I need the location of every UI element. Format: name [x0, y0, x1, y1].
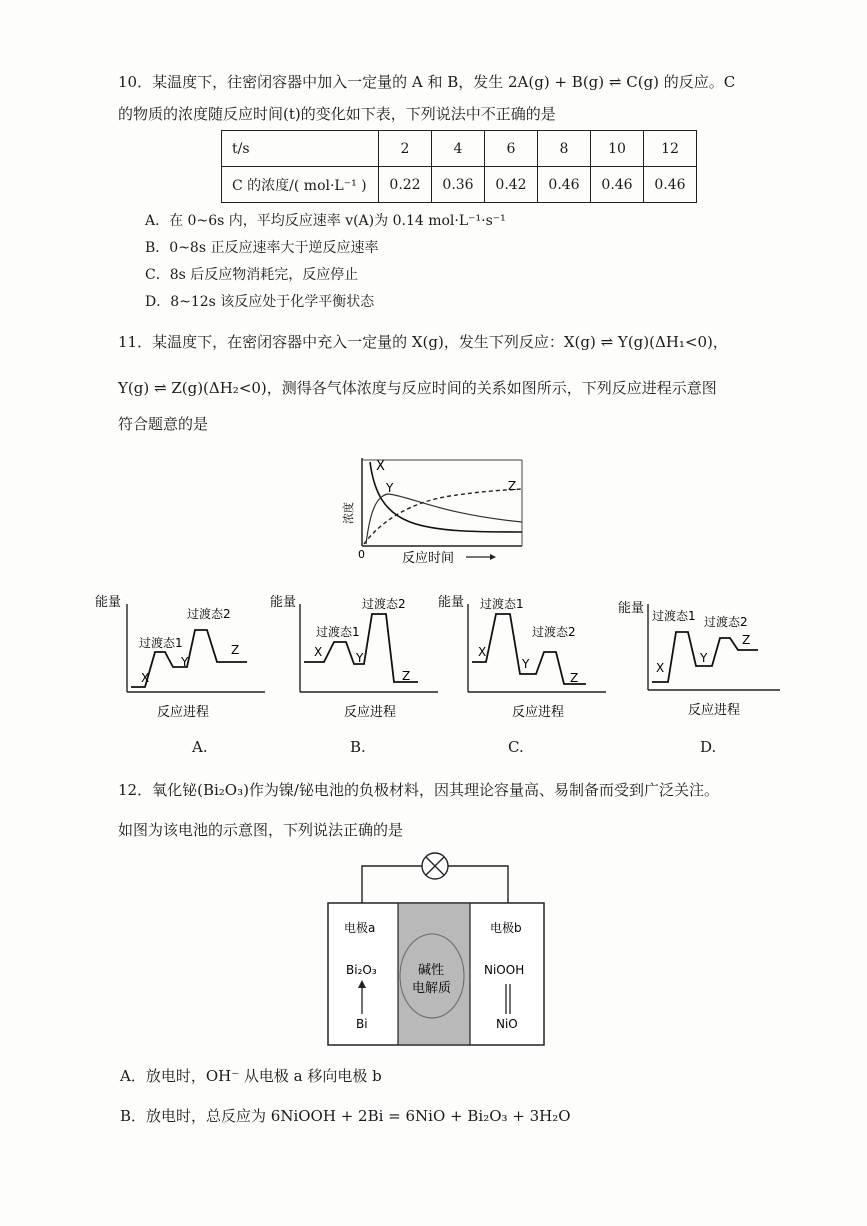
wire-left [362, 866, 422, 903]
y-label: Y [700, 651, 708, 665]
electrolyte-label-2: 电解质 [412, 981, 452, 996]
q12-option-a: A．放电时，OH⁻ 从电极 a 移向电极 b [120, 1067, 382, 1085]
left-bottom-species: Bi [356, 1017, 368, 1031]
electrode-b-label: 电极b [490, 921, 522, 935]
z-label: Z [742, 633, 751, 647]
electrode-a-label: 电极a [344, 921, 376, 935]
curve-x [370, 462, 522, 532]
energy-label: 能量 [95, 595, 122, 610]
q10-concentration-table [221, 130, 697, 203]
x-label: X [478, 645, 487, 659]
graph-origin: 0 [358, 548, 365, 561]
table-row [222, 167, 697, 203]
table-cell: 8 [538, 131, 591, 167]
q10-stem-line1: 10．某温度下，往密闭容器中加入一定量的 A 和 B，发生 2A(g) + B(g) ⇌ C(g) 的反应。C [118, 73, 736, 91]
ts1-label: 过渡态1 [316, 625, 360, 639]
progress-label: 反应进程 [688, 703, 741, 718]
xlabel-arrowhead [490, 554, 496, 560]
table-cell: 0.36 [432, 167, 485, 203]
table-cell: 4 [432, 131, 485, 167]
ts1-label: 过渡态1 [480, 597, 524, 611]
table-cell: 0.22 [379, 167, 432, 203]
q12-option-b: B．放电时，总反应为 6NiOOH + 2Bi = 6NiO + Bi₂O₃ + 3H₂O [120, 1107, 571, 1125]
progress-label: 反应进程 [157, 705, 210, 720]
x-label: X [141, 671, 150, 685]
graph-ylabel: 浓度 [342, 502, 355, 524]
ts2-label: 过渡态2 [187, 607, 231, 621]
table-cell: 12 [644, 131, 697, 167]
table-head-conc: C 的浓度/( mol·L⁻¹ ) [222, 167, 379, 203]
table-cell: 6 [485, 131, 538, 167]
z-label: Z [402, 669, 411, 683]
q11-stem-line3: 符合题意的是 [118, 415, 209, 433]
q11-concentration-graph [340, 452, 540, 567]
y-label: Y [522, 657, 530, 671]
ts1-label: 过渡态1 [139, 636, 183, 650]
energy-diagram-d [608, 592, 783, 722]
energy-diagram-b [268, 592, 443, 722]
energy-label: 能量 [270, 595, 297, 610]
graph-xlabel: 反应时间 [402, 551, 455, 566]
table-cell: 0.42 [485, 167, 538, 203]
ts2-label: 过渡态2 [532, 625, 576, 639]
q12-stem-line1: 12．氧化铋(Bi₂O₃)作为镍/铋电池的负极材料，因其理论容量高、易制备而受到广泛关注。 [118, 781, 719, 799]
energy-label: 能量 [438, 595, 465, 610]
ts1-label: 过渡态1 [652, 609, 696, 623]
q11-stem-line2: Y(g) ⇌ Z(g)(ΔH₂<0)，测得各气体浓度与反应时间的关系如图所示，下列反应进程示意图 [118, 379, 717, 397]
ts2-label: 过渡态2 [704, 615, 748, 629]
curve-z-label: Z [508, 479, 517, 493]
electrolyte-label-1: 碱性 [418, 963, 445, 978]
diagram-caption-c: C. [508, 738, 524, 756]
right-bottom-species: NiO [496, 1017, 518, 1031]
right-top-species: NiOOH [484, 963, 525, 977]
left-top-species: Bi₂O₃ [346, 963, 377, 977]
x-label: X [656, 661, 665, 675]
ts2-label: 过渡态2 [362, 597, 406, 611]
progress-label: 反应进程 [344, 705, 397, 720]
z-label: Z [231, 643, 240, 657]
table-cell: 0.46 [644, 167, 697, 203]
wire-right [448, 866, 508, 903]
q12-battery-diagram [322, 848, 550, 1048]
table-cell: 10 [591, 131, 644, 167]
curve-y-label: Y [386, 481, 394, 495]
table-head-time: t/s [222, 131, 379, 167]
table-cell: 0.46 [591, 167, 644, 203]
q10-option-b: B．0~8s 正反应速率大于逆反应速率 [145, 240, 379, 256]
q10-option-a: A．在 0~6s 内，平均反应速率 v(A)为 0.14 mol·L⁻¹·s⁻¹ [145, 213, 506, 229]
y-label: Y [181, 655, 189, 669]
q11-stem-line1: 11．某温度下，在密闭容器中充入一定量的 X(g)，发生下列反应：X(g) ⇌ Y(g)(ΔH₁<0)， [118, 333, 728, 351]
curve-z [364, 489, 522, 544]
q10-option-d: D．8~12s 该反应处于化学平衡状态 [145, 294, 375, 310]
energy-diagram-c [436, 592, 611, 722]
energy-label: 能量 [618, 601, 645, 616]
diagram-caption-d: D. [700, 738, 717, 756]
table-cell: 2 [379, 131, 432, 167]
energy-diagram-a [95, 592, 270, 722]
q10-stem-line2: 的物质的浓度随反应时间(t)的变化如下表，下列说法中不正确的是 [118, 105, 556, 123]
q10-option-c: C．8s 后反应物消耗完，反应停止 [145, 267, 359, 283]
x-label: X [314, 645, 323, 659]
z-label: Z [570, 671, 579, 685]
table-cell: 0.46 [538, 167, 591, 203]
diagram-caption-a: A. [192, 738, 208, 756]
y-label: Y [356, 651, 364, 665]
curve-x-label: X [376, 459, 385, 474]
q12-stem-line2: 如图为该电池的示意图，下列说法正确的是 [118, 821, 404, 839]
progress-label: 反应进程 [512, 705, 565, 720]
diagram-caption-b: B. [350, 738, 366, 756]
table-row [222, 131, 697, 167]
